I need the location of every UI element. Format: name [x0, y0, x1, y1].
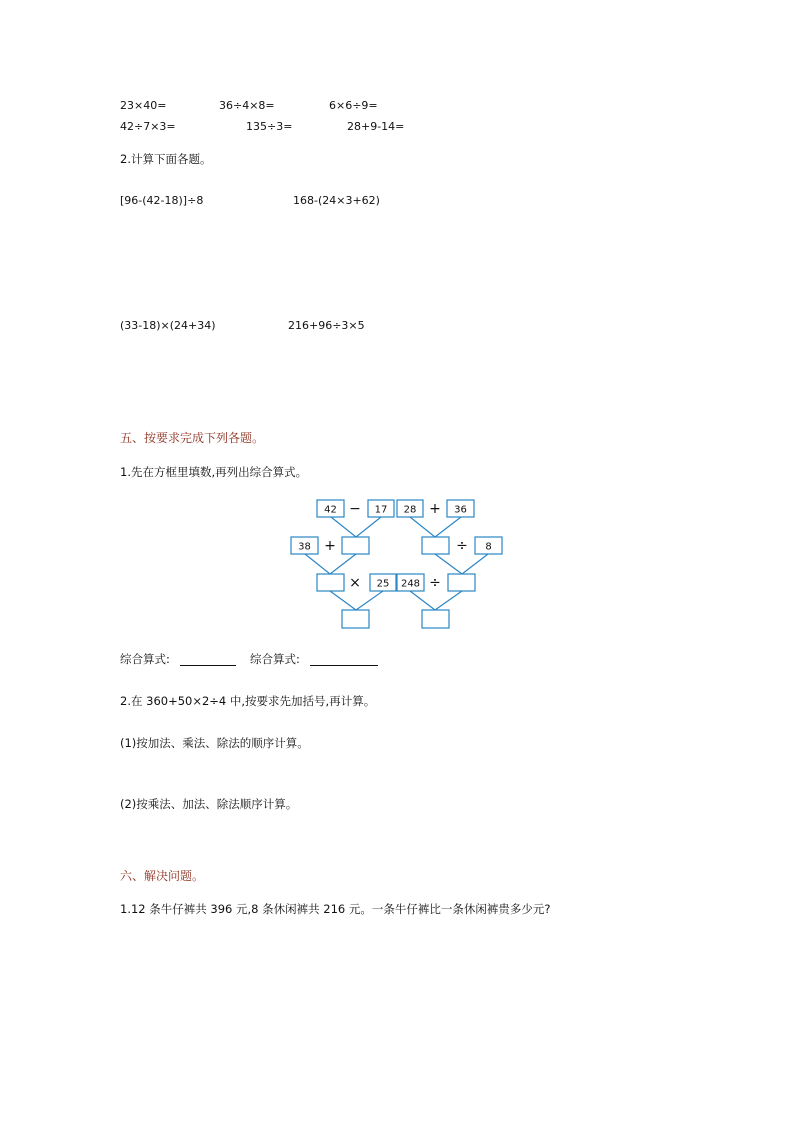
- answer-blank-box[interactable]: [342, 537, 369, 554]
- formula-label: 综合算式:: [250, 652, 300, 666]
- answer-blank-box[interactable]: [317, 574, 344, 591]
- answer-blank-box[interactable]: [448, 574, 475, 591]
- formula-answer-line[interactable]: [310, 665, 378, 666]
- box-value: 42: [324, 504, 337, 516]
- box-value: 248: [400, 578, 421, 590]
- section-heading: 五、按要求完成下列各题。: [120, 431, 265, 445]
- operator-sign: ÷: [456, 538, 468, 554]
- tree-connector: [410, 517, 461, 537]
- box-value: 25: [376, 578, 390, 590]
- formula-label: 综合算式:: [120, 652, 170, 666]
- box-value: 28: [403, 504, 417, 516]
- tree-connector: [330, 591, 383, 610]
- answer-blank-box[interactable]: [342, 610, 369, 628]
- operator-sign: +: [429, 501, 441, 517]
- tree-connector: [410, 591, 462, 610]
- oral-expr: 6×6÷9=: [329, 99, 378, 112]
- tree-connector: [331, 517, 381, 537]
- section-heading: 六、解决问题。: [120, 869, 205, 883]
- word-problem: 1.12 条牛仔裤共 396 元,8 条休闲裤共 216 元。一条牛仔裤比一条休闲裤贵多少元?: [120, 902, 551, 916]
- calc-expr: 168-(24×3+62): [293, 194, 380, 207]
- answer-blank-box[interactable]: [422, 610, 449, 628]
- box-value: 36: [454, 504, 467, 516]
- operator-sign: ×: [349, 575, 361, 591]
- sub-question: (1)按加法、乘法、除法的顺序计算。: [120, 736, 309, 750]
- operator-sign: ÷: [429, 575, 441, 591]
- tree-connector: [435, 554, 488, 574]
- formula-answer-line[interactable]: [180, 665, 236, 666]
- oral-expr: 42÷7×3=: [120, 120, 176, 133]
- oral-expr: 28+9-14=: [347, 120, 405, 133]
- tree-connector: [305, 554, 356, 574]
- calc-expr: (33-18)×(24+34): [120, 319, 216, 332]
- operator-sign: −: [349, 501, 361, 517]
- oral-expr: 36÷4×8=: [219, 99, 275, 112]
- box-value: 17: [374, 504, 388, 516]
- box-value: 8: [485, 541, 492, 553]
- question-title: 1.先在方框里填数,再列出综合算式。: [120, 465, 308, 479]
- sub-question: (2)按乘法、加法、除法顺序计算。: [120, 797, 298, 811]
- box-value: 38: [298, 541, 311, 553]
- answer-blank-box[interactable]: [422, 537, 449, 554]
- oral-expr: 135÷3=: [246, 120, 293, 133]
- calc-expr: [96-(42-18)]÷8: [120, 194, 204, 207]
- question-title: 2.在 360+50×2÷4 中,按要求先加括号,再计算。: [120, 694, 376, 708]
- operator-sign: +: [324, 538, 336, 554]
- question-title: 2.计算下面各题。: [120, 152, 212, 166]
- calc-expr: 216+96÷3×5: [288, 319, 365, 332]
- oral-expr: 23×40=: [120, 99, 167, 112]
